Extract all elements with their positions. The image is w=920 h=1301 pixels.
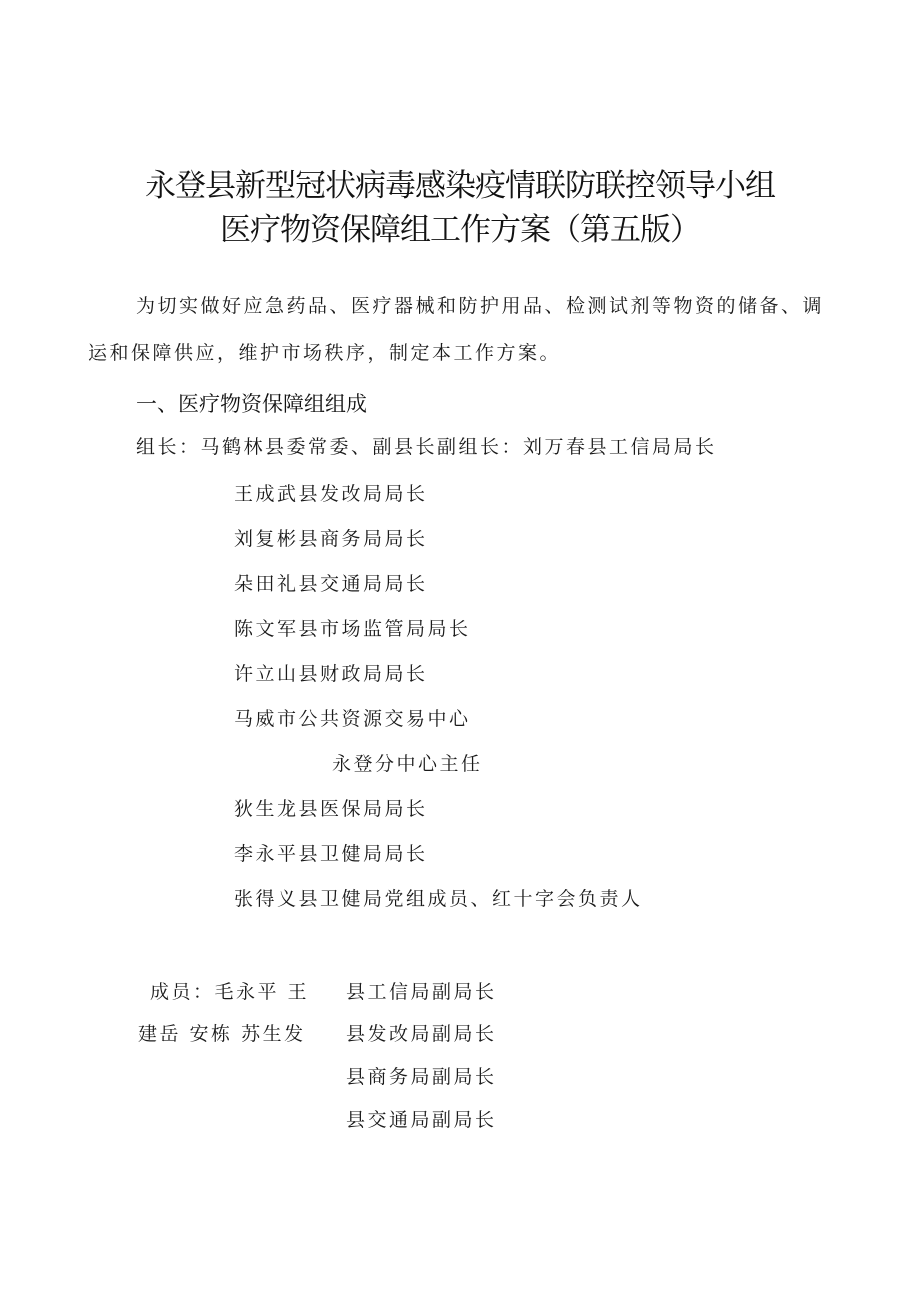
deputy-line: 李永平县卫健局局长 bbox=[234, 843, 428, 865]
deputy-line: 朵田礼县交通局局长 bbox=[234, 573, 428, 595]
member-title: 县交通局副局长 bbox=[346, 1109, 497, 1131]
member-title: 县工信局副局长 bbox=[346, 981, 497, 1003]
deputy-line-continued: 永登分中心主任 bbox=[332, 753, 483, 775]
document-title-line1: 永登县新型冠状病毒感染疫情联防联控领导小组 bbox=[145, 168, 775, 204]
document-title-line2: 医疗物资保障组工作方案（第五版） bbox=[220, 212, 700, 248]
deputy-line: 刘复彬县商务局局长 bbox=[234, 528, 428, 550]
deputy-line: 许立山县财政局局长 bbox=[234, 663, 428, 685]
deputy-line: 狄生龙县医保局局长 bbox=[234, 798, 428, 820]
member-title: 县商务局副局长 bbox=[346, 1066, 497, 1088]
deputy-line: 陈文军县市场监管局局长 bbox=[234, 618, 471, 640]
section-heading: 一、医疗物资保障组组成 bbox=[136, 392, 367, 416]
deputy-line: 马威市公共资源交易中心 bbox=[234, 708, 471, 730]
leader-line: 组长：马鹤林县委常委、副县长副组长：刘万春县工信局局长 bbox=[136, 436, 717, 458]
deputy-line: 张得义县卫健局党组成员、红十字会负责人 bbox=[234, 888, 643, 910]
member-title: 县发改局副局长 bbox=[346, 1023, 497, 1045]
deputy-line: 王成武县发改局局长 bbox=[234, 483, 428, 505]
intro-paragraph: 为切实做好应急药品、医疗器械和防护用品、检测试剂等物资的储备、调运和保障供应，维护市场秩序，制定本工作方案。 bbox=[88, 295, 825, 364]
members-label-line1: 成员：毛永平 王 bbox=[150, 981, 310, 1003]
members-label-line2: 建岳 安栋 苏生发 bbox=[138, 1023, 306, 1045]
